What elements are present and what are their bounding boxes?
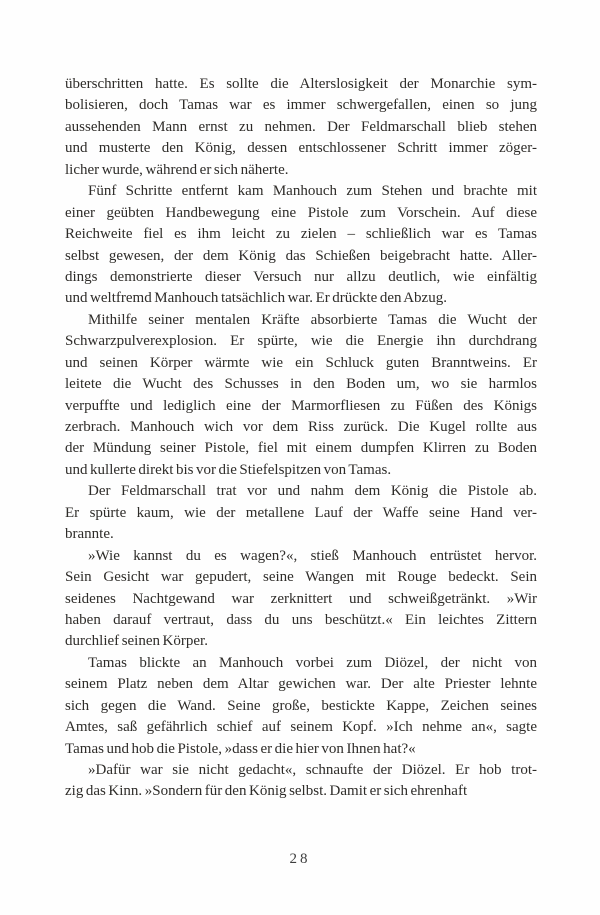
- text-line: Er spürte kaum, wie der metallene Lauf der Waffe seine Hand ver-: [65, 504, 537, 521]
- text-line: verpuffte und lediglich eine der Marmorfliesen zu Füßen des Königs: [65, 397, 537, 414]
- text-line: Schwarzpulverexplosion. Er spürte, wie die Energie ihn durchdrang: [65, 333, 537, 350]
- text-line: Fünf Schritte entfernt kam Manhouch zum Stehen und brachte mit: [88, 183, 537, 200]
- text-line: Mithilfe seiner mentalen Kräfte absorbierte Tamas die Wucht der: [88, 311, 537, 328]
- text-line: durchlief seinen Körper.: [65, 633, 208, 650]
- text-line: brannte.: [65, 526, 114, 543]
- text-line: Amtes, saß gefährlich schief auf seinem Kopf. »Ich nehme an«, sagte: [65, 719, 537, 736]
- text-line: aussehenden Mann ernst zu nehmen. Der Feldmarschall blieb stehen: [65, 118, 537, 135]
- text-line: und seinen Körper wärmte wie ein Schluck guten Branntweins. Er: [65, 354, 537, 371]
- text-line: licher wurde, während er sich näherte.: [65, 161, 289, 178]
- text-line: Der Feldmarschall trat vor und nahm dem König die Pistole ab.: [88, 483, 537, 500]
- text-line: haben darauf vertraut, dass du uns beschützt.« Ein leichtes Zittern: [65, 611, 537, 628]
- text-line: überschritten hatte. Es sollte die Alterslosigkeit der Monarchie sym-: [65, 76, 537, 92]
- page-text: [65, 74, 537, 803]
- text-line: »Wie kannst du es wagen?«, stieß Manhouch entrüstet hervor.: [88, 547, 537, 564]
- text-line: und weltfremd Manhouch tatsächlich war. Er drückte den Abzug.: [65, 290, 447, 307]
- text-line: seinem Platz neben dem Altar gewichen war. Der alte Priester lehnte: [65, 676, 537, 693]
- text-line: Tamas und hob die Pistole, »dass er die hier von Ihnen hat?«: [65, 740, 416, 757]
- text-line: zerbrach. Manhouch wich vor dem Riss zurück. Die Kugel rollte aus: [65, 419, 537, 435]
- text-line: Sein Gesicht war gepudert, seine Wangen mit Rouge bedeckt. Sein: [65, 569, 537, 586]
- text-line: Tamas blickte an Manhouch vorbei zum Diözel, der nicht von: [88, 654, 537, 671]
- text-line: selbst gewesen, der dem König das Schießen beigebracht hatte. Aller-: [65, 247, 537, 264]
- text-line: und musterte den König, dessen entschlossener Schritt immer zöger-: [65, 140, 537, 157]
- text-line: und kullerte direkt bis vor die Stiefelspitzen von Tamas.: [65, 461, 392, 478]
- text-line: leitete die Wucht des Schusses in den Boden um, wo sie harmlos: [65, 376, 537, 393]
- text-line: bolisieren, doch Tamas war es immer schwergefallen, einen so jung: [65, 97, 537, 114]
- text-line: der Mündung seiner Pistole, fiel mit einem dumpfen Klirren zu Boden: [65, 440, 537, 457]
- page-number: 28: [289, 851, 311, 867]
- text-line: zig das Kinn. »Sondern für den König selbst. Damit er sich ehrenhaft: [65, 783, 468, 800]
- text-line: Reichweite fiel es ihm leicht zu zielen – schließlich war es Tamas: [65, 226, 537, 243]
- text-line: »Dafür war sie nicht gedacht«, schnaufte der Diözel. Er hob trot-: [88, 762, 537, 778]
- text-line: einer geübten Handbewegung eine Pistole zum Vorschein. Auf diese: [65, 204, 537, 221]
- text-line: seidenes Nachtgewand war zerknittert und schweißgetränkt. »Wir: [65, 590, 537, 607]
- text-line: dings demonstrierte dieser Versuch nur allzu deutlich, wie einfältig: [65, 268, 537, 285]
- text-line: sich gegen die Wand. Seine große, bestickte Kappe, Zeichen seines: [65, 697, 537, 714]
